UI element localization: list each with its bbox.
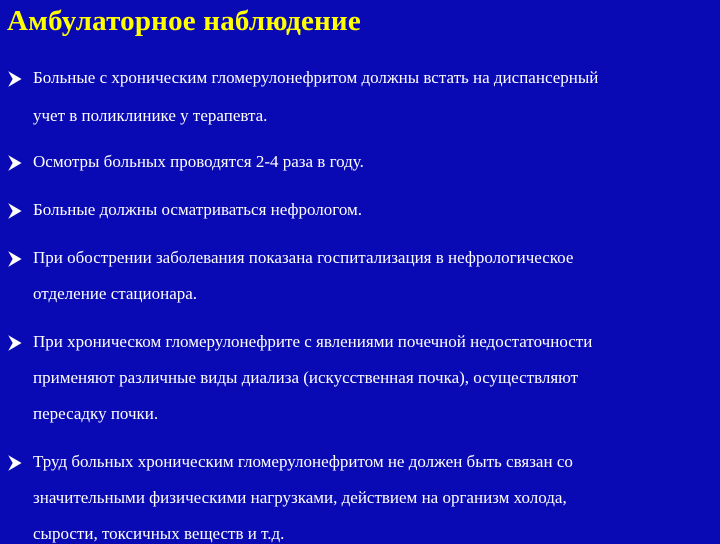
bullet-line: учет в поликлинике у терапевта. — [33, 106, 268, 125]
arrowhead-bullet-icon — [7, 155, 23, 171]
bullet-line: При обострении заболевания показана госпитализация в нефрологическое — [33, 248, 574, 267]
slide-title: Амбулаторное наблюдение — [7, 5, 361, 37]
arrowhead-bullet-icon — [7, 251, 23, 267]
arrowhead-bullet-icon — [7, 71, 23, 87]
bullet-line: отделение стационара. — [33, 284, 198, 303]
arrowhead-bullet-icon — [7, 335, 23, 351]
bullet-line: Больные должны осматриваться нефрологом. — [33, 200, 363, 219]
bullet-line: Осмотры больных проводятся 2-4 раза в году. — [33, 152, 364, 171]
bullet-line: сырости, токсичных веществ и т.д. — [33, 524, 285, 543]
bullet-line: значительными физическими нагрузками, действием на организм холода, — [33, 488, 567, 507]
bullet-line: пересадку почки. — [33, 404, 159, 423]
arrowhead-bullet-icon — [7, 203, 23, 219]
bullet-line: Больные с хроническим гломерулонефритом должны встать на диспансерный — [33, 68, 599, 87]
bullet-line: применяют различные виды диализа (искусственная почка), осуществляют — [33, 368, 579, 387]
arrowhead-bullet-icon — [7, 455, 23, 471]
bullet-line: При хроническом гломерулонефрите с явлениями почечной недостаточности — [33, 332, 593, 351]
bullet-line: Труд больных хроническим гломерулонефритом не должен быть связан со — [33, 452, 573, 471]
